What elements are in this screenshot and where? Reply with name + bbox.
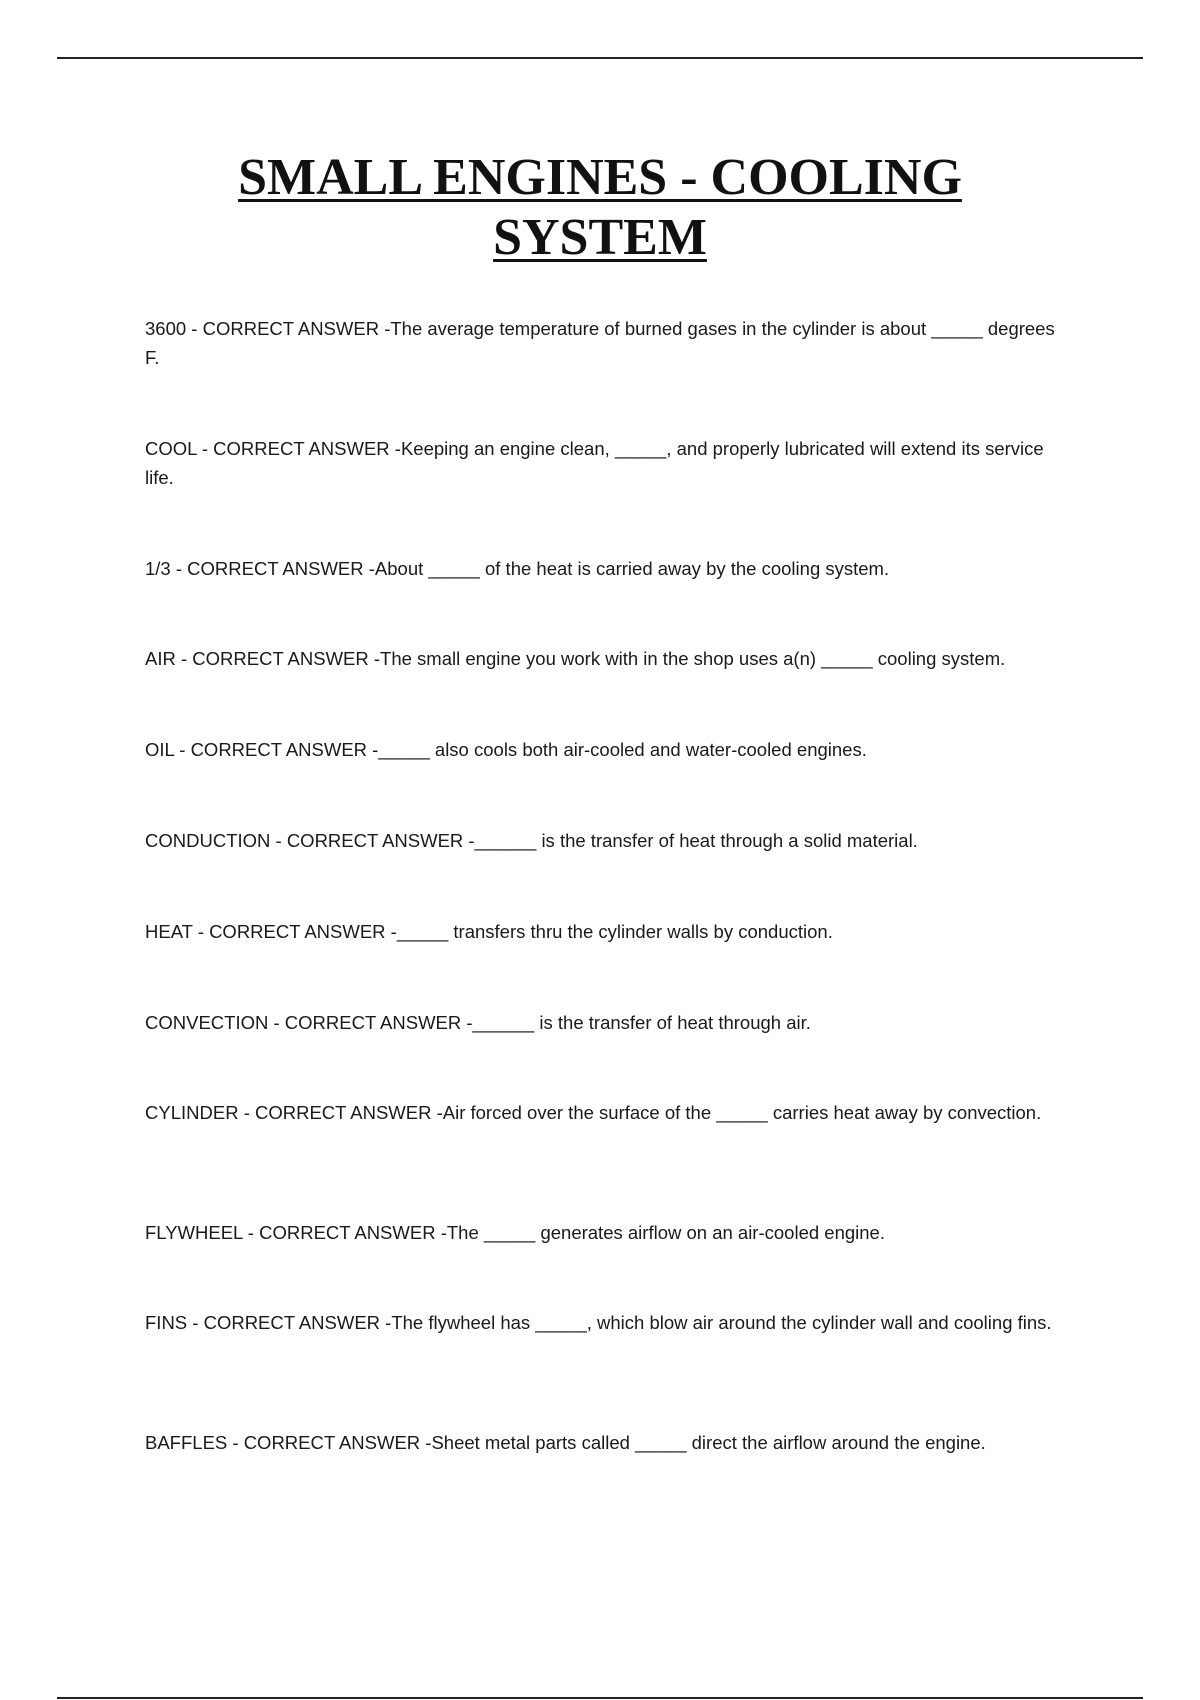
qa-item-convection: CONVECTION - CORRECT ANSWER -______ is the transfer of heat through air. [145, 1012, 811, 1033]
qa-item-3600: 3600 - CORRECT ANSWER -The average temperature of burned gases in the cylinder is about _____ degrees F. [145, 318, 1055, 368]
qa-item-oil: OIL - CORRECT ANSWER -_____ also cools both air-cooled and water-cooled engines. [145, 739, 867, 760]
qa-item-conduction: CONDUCTION - CORRECT ANSWER -______ is the transfer of heat through a solid material. [145, 830, 918, 851]
bottom-divider [57, 1697, 1143, 1699]
page-title-line-1: SMALL ENGINES - COOLING [238, 149, 962, 206]
qa-item-baffles: BAFFLES - CORRECT ANSWER -Sheet metal parts called _____ direct the airflow around the engine. [145, 1432, 986, 1453]
qa-item-cool: COOL - CORRECT ANSWER -Keeping an engine clean, _____, and properly lubricated will extend its service life. [145, 438, 1044, 488]
page-title-line-2: SYSTEM [493, 209, 707, 266]
qa-item-flywheel: FLYWHEEL - CORRECT ANSWER -The _____ generates airflow on an air-cooled engine. [145, 1222, 885, 1243]
qa-item-fins: FINS - CORRECT ANSWER -The flywheel has _____, which blow air around the cylinder wall and cooling fins. [145, 1312, 1052, 1333]
qa-item-air: AIR - CORRECT ANSWER -The small engine you work with in the shop uses a(n) _____ cooling system. [145, 648, 1006, 669]
page-title [0, 148, 1200, 268]
qa-item-heat: HEAT - CORRECT ANSWER -_____ transfers thru the cylinder walls by conduction. [145, 921, 833, 942]
qa-item-cylinder: CYLINDER - CORRECT ANSWER -Air forced over the surface of the _____ carries heat away by convection. [145, 1102, 1042, 1123]
qa-item-one-third: 1/3 - CORRECT ANSWER -About _____ of the heat is carried away by the cooling system. [145, 558, 890, 579]
top-divider [57, 57, 1143, 59]
